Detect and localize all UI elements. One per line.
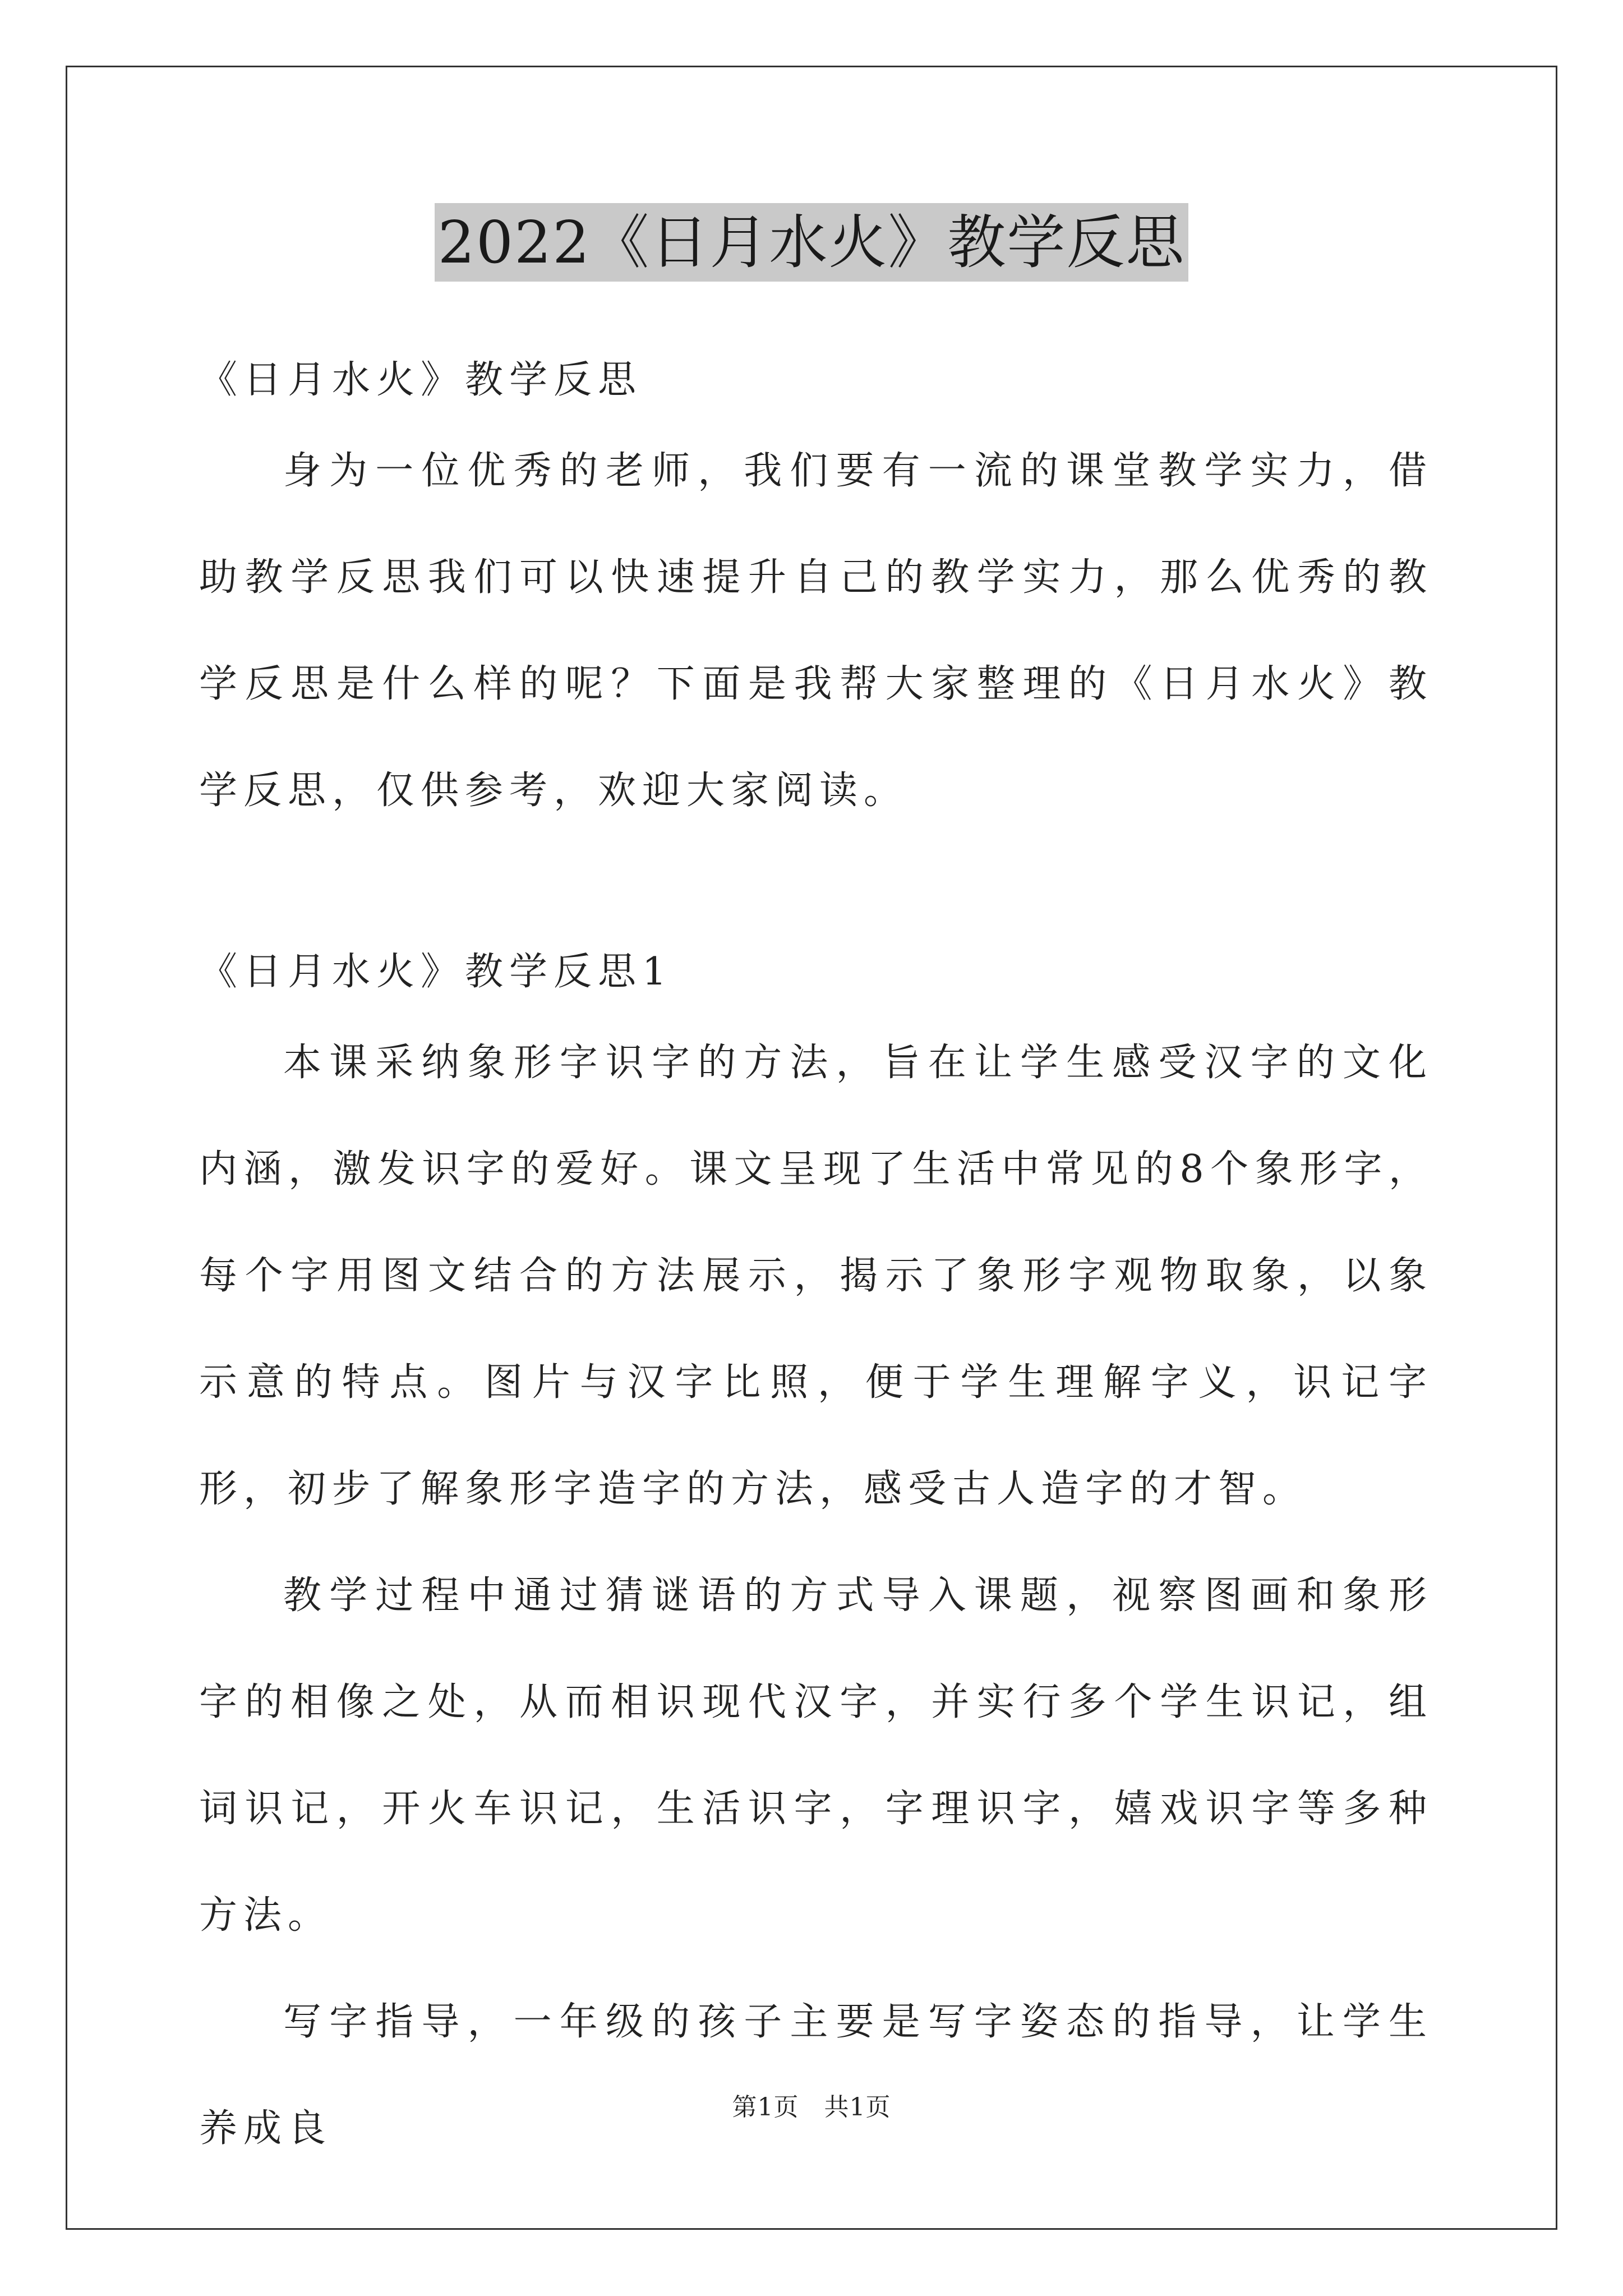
section-heading: 《日月水火》教学反思1 bbox=[199, 950, 673, 994]
title-container bbox=[0, 203, 1623, 282]
intro-heading: 《日月水火》教学反思 bbox=[199, 358, 643, 402]
body-paragraph: 本课采纳象形字识字的方法，旨在让学生感受汉字的文化内涵，激发识字的爱好。课文呈现了生活中常见的8个象形字，每个字用图文结合的方法展示，揭示了象形字观物取象，以象示意的特点。图片与汉字比照，便于学生理解字义，识记字形，初步了解象形字造字的方法，感受古人造字的才智。 bbox=[199, 1041, 1433, 1511]
body-paragraph: 写字指导，一年级的孩子主要是写字姿态的指导，让学生养成良 bbox=[199, 2000, 1433, 2151]
section-spacer bbox=[199, 844, 1433, 934]
page-number: 第1页 共1页 bbox=[732, 2093, 891, 2122]
document-title: 2022《日月水火》教学反思 bbox=[435, 203, 1189, 282]
intro-paragraph: 身为一位优秀的老师，我们要有一流的课堂教学实力，借助教学反思我们可以快速提升自己的教学实力，那么优秀的教学反思是什么样的呢？下面是我帮大家整理的《日月水火》教学反思，仅供参考，欢迎大家阅读。 bbox=[199, 449, 1433, 813]
document-body bbox=[199, 342, 1433, 2182]
body-paragraph: 教学过程中通过猜谜语的方式导入课题，视察图画和象形字的相像之处，从而相识现代汉字，并实行多个学生识记，组词识记，开火车识记，生活识字，字理识字，嬉戏识字等多种方法。 bbox=[199, 1573, 1433, 1938]
